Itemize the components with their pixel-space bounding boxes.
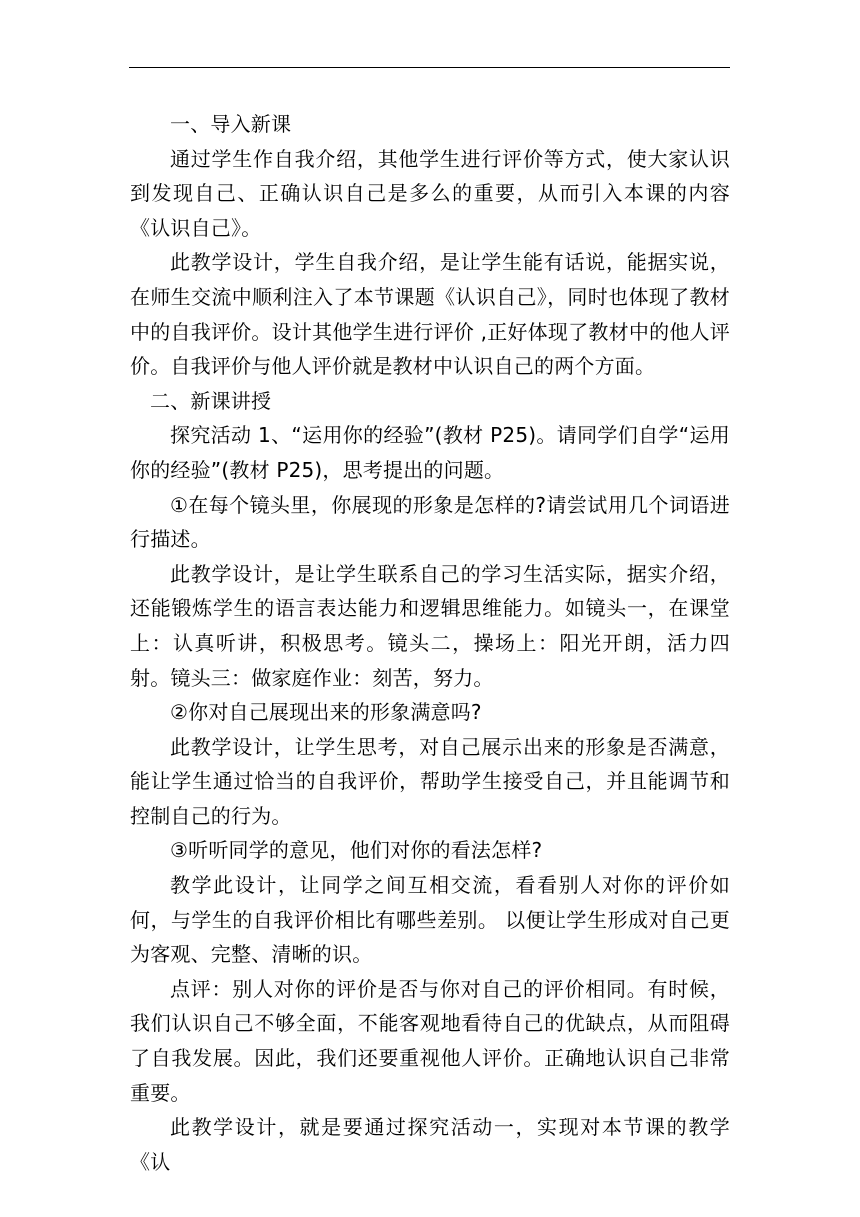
paragraph: 通过学生作自我介绍，其他学生进行评价等方式，使大家认识到发现自己、正确认识自己是多么的重要，从而引入本课的内容《认识自己》。: [130, 146, 730, 240]
header-rule: [129, 67, 730, 68]
paragraph: 此教学设计，学生自我介绍，是让学生能有话说，能据实说，在师生交流中顺利注入了本节课题《认识自己》，同时也体现了教材中的自我评价。设计其他学生进行评价 ,正好体现了教材中的他人评价。自我评价与他人评价就是教材中认识自己的两个方面。: [130, 250, 730, 379]
paragraph: ③听听同学的意见，他们对你的看法怎样?: [170, 838, 543, 863]
paragraph: 此教学设计，是让学生联系自己的学习生活实际，据实介绍，还能锻炼学生的语言表达能力和逻辑思维能力。如镜头一，在课堂上：认真听讲，积极思考。镜头二，操场上：阳光开朗，活力四射。镜头三：做家庭作业：刻苦，努力。: [130, 561, 730, 690]
paragraph: ①在每个镜头里，你展现的形象是怎样的?请尝试用几个词语进行描述。: [130, 492, 730, 552]
section-heading: 二、新课讲授: [150, 388, 272, 413]
section-heading: 一、导入新课: [170, 112, 292, 136]
paragraph: 探究活动 1、“运用你的经验”(教材 P25)。请同学们自学“运用你的经验”(教材 P25)，思考提出的问题。: [130, 423, 730, 482]
document-body: [130, 107, 730, 1179]
paragraph: 教学此设计，让同学之间互相交流，看看别人对你的评价如何，与学生的自我评价相比有哪些差别。 以便让学生形成对自己更为客观、完整、清晰的识。: [130, 873, 730, 967]
paragraph: 此教学设计，让学生思考，对自己展示出来的形象是否满意， 能让学生通过恰当的自我评价，帮助学生接受自己，并且能调节和控制自己的行为。: [130, 734, 730, 828]
paragraph: 点评：别人对你的评价是否与你对自己的评价相同。有时候，我们认识自己不够全面，不能客观地看待自己的优缺点，从而阻碍了自我发展。因此，我们还要重视他人评价。正确地认识自己非常重要。: [130, 976, 730, 1105]
paragraph: 此教学设计，就是要通过探究活动一，实现对本节课的教学《认: [130, 1115, 730, 1174]
paragraph: ②你对自己展现出来的形象满意吗?: [170, 700, 482, 725]
